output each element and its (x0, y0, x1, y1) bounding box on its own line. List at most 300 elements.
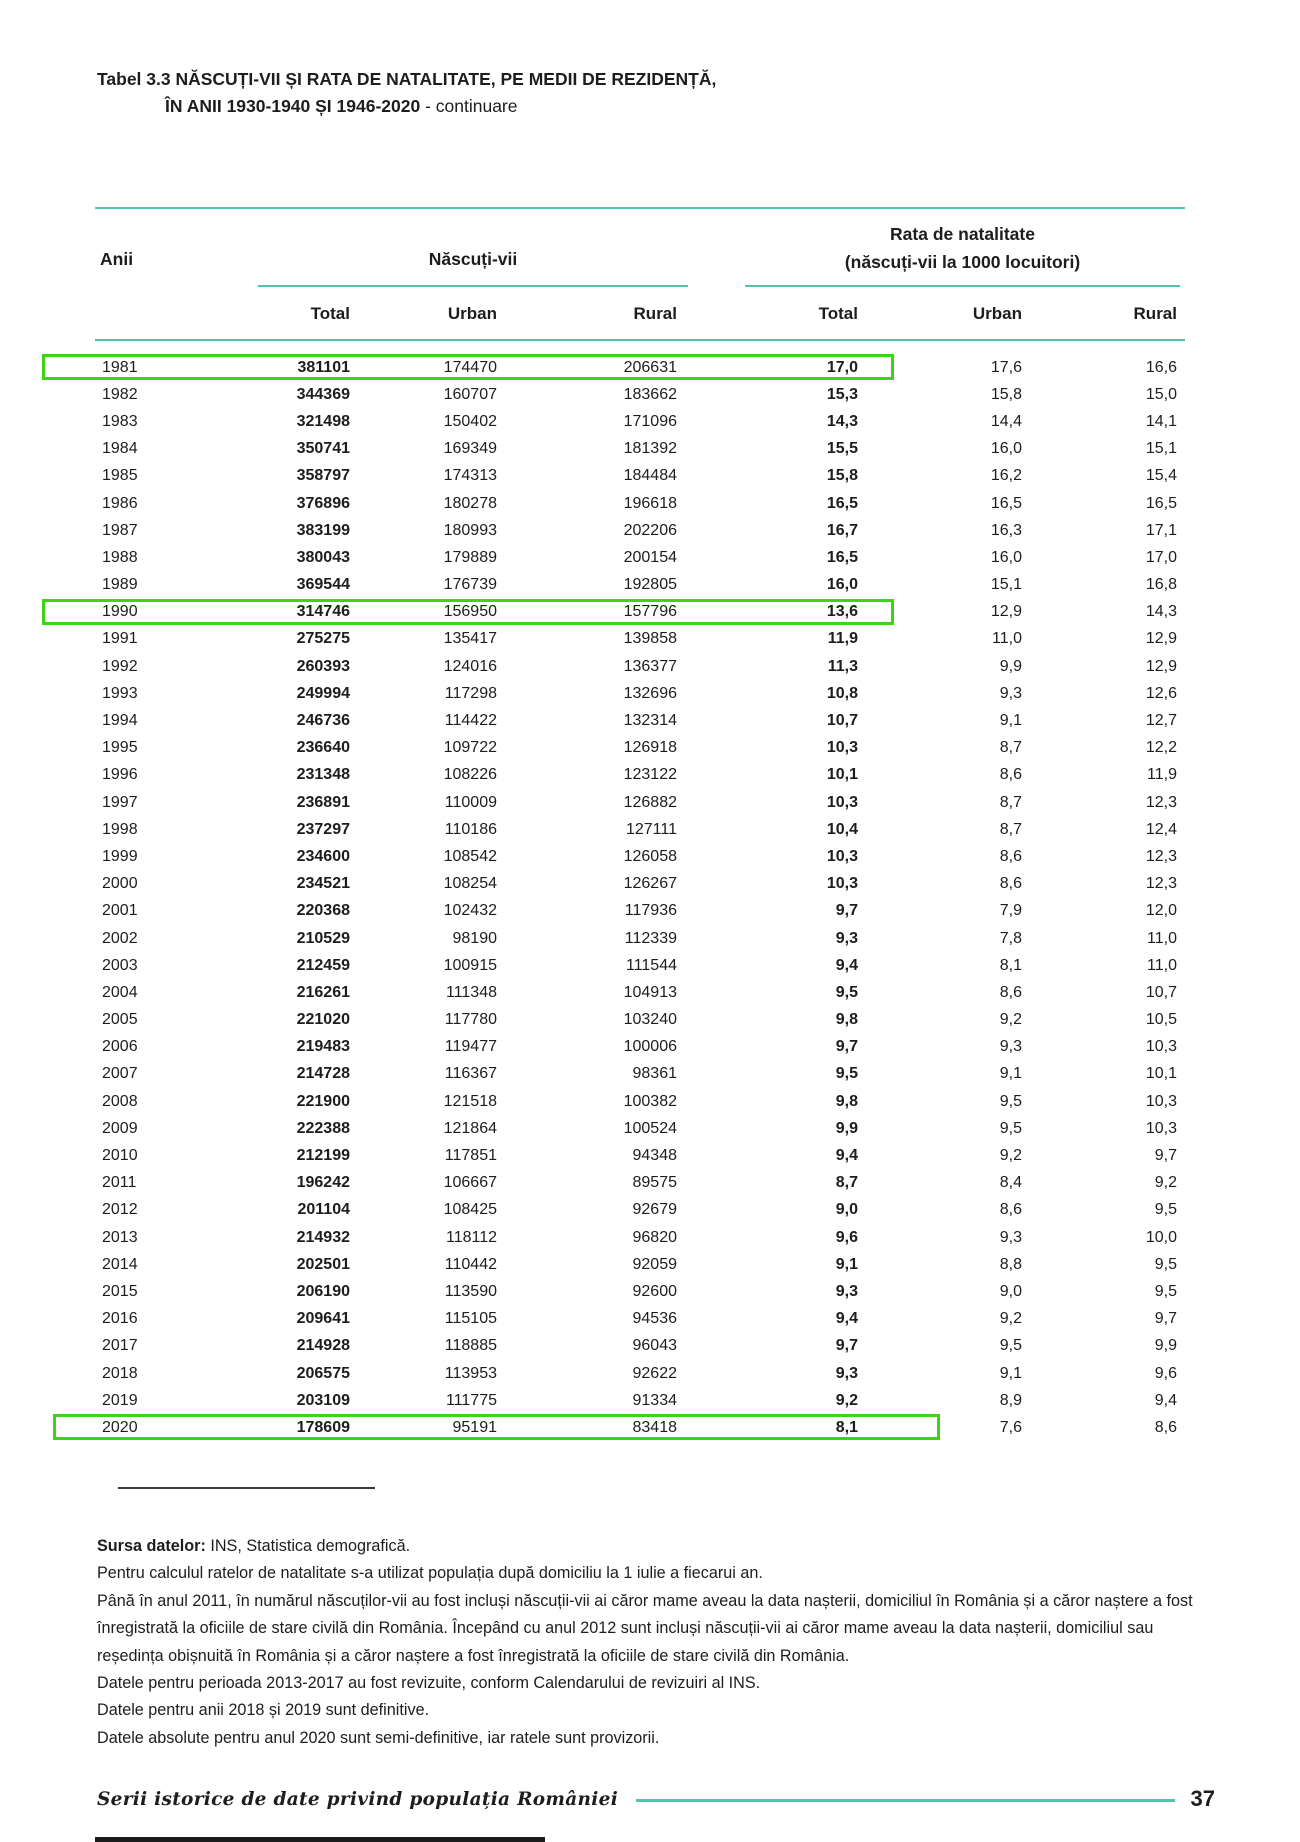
value-cell: 214928 (296, 1337, 350, 1355)
value-cell: 8,1 (835, 1418, 858, 1436)
value-cell: 11,0 (1147, 929, 1177, 947)
value-cell: 234521 (296, 875, 350, 893)
group-header-rata-line1: Rata de natalitate (890, 224, 1035, 244)
year-cell: 2003 (102, 956, 138, 974)
value-cell: 10,3 (826, 847, 858, 865)
value-cell: 17,1 (1145, 521, 1177, 539)
value-cell: 9,2 (835, 1391, 858, 1409)
value-cell: 314746 (296, 603, 350, 621)
value-cell: 9,3 (999, 1228, 1022, 1246)
table-row (95, 1306, 1185, 1333)
value-cell: 14,4 (990, 412, 1022, 430)
value-cell: 111544 (625, 956, 677, 974)
value-cell: 8,7 (835, 1174, 858, 1192)
value-cell: 92059 (632, 1255, 677, 1273)
year-cell: 2009 (102, 1119, 138, 1137)
year-cell: 1989 (102, 576, 138, 594)
value-cell: 15,8 (826, 467, 858, 485)
footnote-source-label: Sursa datelor: (97, 1537, 206, 1555)
footnote-line: Datele pentru perioada 2013-2017 au fost revizuite, conform Calendarului de revizuiri al INS. (97, 1674, 761, 1693)
footnotes (97, 1533, 1215, 1752)
value-cell: 10,4 (826, 820, 858, 838)
table-row (95, 1360, 1185, 1387)
table-row (95, 408, 1185, 435)
year-cell: 2013 (102, 1228, 138, 1246)
year-cell: 2004 (102, 983, 138, 1001)
value-cell: 9,4 (835, 1310, 858, 1328)
column-header-rate-total: Total (818, 304, 858, 323)
table-header (95, 207, 1185, 341)
year-cell: 2011 (102, 1174, 137, 1192)
value-cell: 9,3 (835, 1364, 858, 1382)
page-number: 37 (1190, 1786, 1215, 1811)
value-cell: 118885 (444, 1337, 497, 1355)
value-cell: 11,3 (827, 657, 858, 675)
year-cell: 2014 (102, 1255, 138, 1273)
value-cell: 91334 (632, 1391, 677, 1409)
value-cell: 12,3 (1145, 793, 1177, 811)
value-cell: 116367 (444, 1065, 497, 1083)
value-cell: 236891 (296, 793, 350, 811)
value-cell: 10,3 (1145, 1092, 1177, 1110)
value-cell: 9,6 (1154, 1364, 1177, 1382)
value-cell: 15,1 (990, 576, 1022, 594)
value-cell: 8,1 (999, 956, 1022, 974)
value-cell: 14,3 (1145, 603, 1177, 621)
value-cell: 12,9 (990, 603, 1022, 621)
value-cell: 17,0 (826, 358, 858, 376)
year-cell: 1991 (102, 630, 138, 648)
column-header-anii: Anii (100, 249, 134, 269)
value-cell: 249994 (296, 684, 350, 702)
value-cell: 9,2 (999, 1310, 1022, 1328)
value-cell: 117936 (624, 902, 677, 920)
value-cell: 12,9 (1145, 630, 1177, 648)
table-title-continuare: - continuare (420, 96, 518, 116)
value-cell: 123122 (623, 766, 677, 784)
value-cell: 15,4 (1145, 467, 1177, 485)
column-header-births-urban: Urban (447, 304, 497, 323)
value-cell: 100006 (623, 1038, 677, 1056)
value-cell: 94348 (632, 1147, 677, 1165)
value-cell: 9,3 (835, 1282, 858, 1300)
value-cell: 196618 (623, 494, 677, 512)
value-cell: 7,8 (999, 929, 1022, 947)
value-cell: 12,3 (1145, 847, 1177, 865)
value-cell: 12,6 (1145, 684, 1177, 702)
value-cell: 12,2 (1145, 739, 1177, 757)
teal-rule-top (95, 207, 1185, 209)
table-row (95, 1007, 1185, 1034)
value-cell: 127111 (625, 820, 677, 838)
value-cell: 12,0 (1145, 902, 1177, 920)
series-title: Serii istorice de date privind populația României (97, 1788, 619, 1810)
value-cell: 16,5 (826, 548, 858, 566)
value-cell: 206575 (296, 1364, 350, 1382)
value-cell: 350741 (296, 440, 350, 458)
value-cell: 109722 (443, 739, 497, 757)
group-header-rata-line2: (născuți-vii la 1000 locuitori) (844, 252, 1081, 272)
year-cell: 1993 (102, 684, 138, 702)
value-cell: 16,0 (826, 576, 858, 594)
value-cell: 96043 (632, 1337, 677, 1355)
value-cell: 260393 (296, 657, 350, 675)
value-cell: 16,8 (1145, 576, 1177, 594)
value-cell: 8,6 (1154, 1418, 1177, 1436)
value-cell: 184484 (623, 467, 677, 485)
table-row (95, 680, 1185, 707)
value-cell: 11,9 (827, 630, 858, 648)
table-title-period: ÎN ANII 1930-1940 ȘI 1946-2020 (165, 96, 421, 116)
value-cell: 9,4 (1154, 1391, 1177, 1409)
value-cell: 10,3 (826, 793, 858, 811)
value-cell: 100524 (623, 1119, 677, 1137)
value-cell: 108226 (443, 766, 497, 784)
value-cell: 13,6 (826, 603, 858, 621)
value-cell: 98190 (452, 929, 497, 947)
value-cell: 7,6 (999, 1418, 1022, 1436)
column-header-rate-rural: Rural (1133, 304, 1177, 323)
value-cell: 8,6 (999, 766, 1022, 784)
value-cell: 106667 (443, 1174, 497, 1192)
teal-rule-header-bottom (95, 339, 1185, 341)
value-cell: 95191 (452, 1418, 497, 1436)
value-cell: 376896 (296, 494, 350, 512)
footnote-line: Pentru calculul ratelor de natalitate s-a utilizat populația după domiciliu la 1 iulie a fiecarui an. (97, 1564, 763, 1583)
value-cell: 9,4 (835, 956, 858, 974)
value-cell: 111775 (445, 1391, 497, 1409)
value-cell: 9,1 (999, 1065, 1022, 1083)
value-cell: 16,3 (990, 521, 1022, 539)
table-row (95, 544, 1185, 571)
value-cell: 219483 (296, 1038, 350, 1056)
value-cell: 156950 (443, 603, 497, 621)
page-bottom-edge (95, 1837, 545, 1842)
value-cell: 157796 (623, 603, 677, 621)
year-cell: 2012 (102, 1201, 138, 1219)
value-cell: 126058 (623, 847, 677, 865)
value-cell: 202501 (296, 1255, 350, 1273)
value-cell: 15,3 (826, 385, 858, 403)
table-row (95, 979, 1185, 1006)
table-row (95, 354, 1185, 381)
value-cell: 92679 (632, 1201, 677, 1219)
value-cell: 9,7 (1154, 1310, 1177, 1328)
value-cell: 16,7 (826, 521, 858, 539)
value-cell: 9,5 (1154, 1282, 1177, 1300)
value-cell: 212459 (296, 956, 350, 974)
value-cell: 8,6 (999, 875, 1022, 893)
value-cell: 108425 (443, 1201, 497, 1219)
table-body (95, 341, 1185, 1442)
table-row (95, 735, 1185, 762)
table-title-line2 (97, 93, 716, 120)
year-cell: 2006 (102, 1038, 138, 1056)
value-cell: 10,3 (1145, 1038, 1177, 1056)
footnote-source-text: INS, Statistica demografică. (205, 1537, 411, 1555)
value-cell: 96820 (632, 1228, 677, 1246)
value-cell: 16,5 (826, 494, 858, 512)
year-cell: 1982 (102, 385, 138, 403)
subheader-row (95, 304, 1177, 324)
table-row (95, 1142, 1185, 1169)
value-cell: 114422 (444, 712, 497, 730)
value-cell: 132696 (623, 684, 677, 702)
value-cell: 14,3 (826, 412, 858, 430)
value-cell: 108542 (443, 847, 497, 865)
year-cell: 1981 (102, 358, 138, 376)
table-row (95, 381, 1185, 408)
value-cell: 16,0 (990, 548, 1022, 566)
footnote-line: Datele absolute pentru anul 2020 sunt semi-definitive, iar ratele sunt provizorii. (97, 1728, 660, 1747)
value-cell: 236640 (296, 739, 350, 757)
value-cell: 9,7 (1154, 1147, 1177, 1165)
table-row (95, 463, 1185, 490)
value-cell: 9,8 (835, 1092, 858, 1110)
value-cell: 181392 (623, 440, 677, 458)
footnote-source (97, 1533, 1215, 1560)
value-cell: 17,6 (990, 358, 1022, 376)
value-cell: 9,9 (999, 657, 1022, 675)
value-cell: 212199 (296, 1147, 350, 1165)
value-cell: 8,8 (999, 1255, 1022, 1273)
value-cell: 9,3 (835, 929, 858, 947)
year-cell: 2005 (102, 1011, 138, 1029)
value-cell: 139858 (623, 630, 677, 648)
value-cell: 10,3 (826, 739, 858, 757)
value-cell: 9,3 (999, 684, 1022, 702)
value-cell: 210529 (296, 929, 350, 947)
footnote-line: Până în anul 2011, în numărul născuților-vii au fost incluși născuții-vii ai căror mame aveau la data nașterii, domiciliul în România și a căror naștere a fost înregistrată la oficiile de stare civilă din România. Începând cu anul 2012 sunt incluși născuții-vii ai căror mame aveau la data nașterii, domiciliul sau reședința obișnuită în România și a căror naștere a fost înregistrată la oficiile de stare civilă din România. (97, 1591, 1193, 1665)
value-cell: 10,5 (1145, 1011, 1177, 1029)
value-cell: 110009 (444, 793, 497, 811)
value-cell: 11,9 (1147, 766, 1177, 784)
table-row (95, 517, 1185, 544)
value-cell: 110186 (444, 820, 497, 838)
value-cell: 176739 (443, 576, 497, 594)
year-cell: 1995 (102, 739, 138, 757)
value-cell: 100382 (623, 1092, 677, 1110)
value-cell: 12,4 (1145, 820, 1177, 838)
table-row (95, 1333, 1185, 1360)
table-row (95, 925, 1185, 952)
value-cell: 9,5 (835, 983, 858, 1001)
year-cell: 2016 (102, 1310, 138, 1328)
value-cell: 92600 (632, 1282, 677, 1300)
value-cell: 12,7 (1145, 712, 1177, 730)
table-row (95, 1251, 1185, 1278)
group-header-rata-natalitate (745, 220, 1180, 276)
year-cell: 2017 (102, 1337, 138, 1355)
value-cell: 9,7 (835, 902, 858, 920)
value-cell: 10,8 (826, 684, 858, 702)
value-cell: 222388 (296, 1119, 350, 1137)
year-cell: 2018 (102, 1364, 138, 1382)
value-cell: 89575 (632, 1174, 677, 1192)
table-row (95, 1061, 1185, 1088)
table-row (95, 599, 1185, 626)
value-cell: 126267 (623, 875, 677, 893)
value-cell: 11,0 (992, 630, 1022, 648)
value-cell: 8,9 (999, 1391, 1022, 1409)
value-cell: 169349 (443, 440, 497, 458)
value-cell: 9,8 (835, 1011, 858, 1029)
value-cell: 10,7 (826, 712, 858, 730)
value-cell: 9,5 (999, 1092, 1022, 1110)
value-cell: 124016 (443, 657, 497, 675)
year-cell: 2008 (102, 1092, 138, 1110)
value-cell: 171096 (623, 412, 677, 430)
value-cell: 221020 (296, 1011, 350, 1029)
value-cell: 9,4 (835, 1147, 858, 1165)
value-cell: 126882 (623, 793, 677, 811)
table-row (95, 1088, 1185, 1115)
value-cell: 9,2 (999, 1011, 1022, 1029)
year-cell: 2000 (102, 875, 138, 893)
year-cell: 1983 (102, 412, 138, 430)
year-cell: 1994 (102, 712, 138, 730)
value-cell: 113953 (444, 1364, 497, 1382)
year-cell: 1988 (102, 548, 138, 566)
value-cell: 9,2 (1154, 1174, 1177, 1192)
value-cell: 104913 (623, 983, 677, 1001)
value-cell: 16,5 (1145, 494, 1177, 512)
value-cell: 113590 (444, 1282, 497, 1300)
year-cell: 1985 (102, 467, 138, 485)
value-cell: 102432 (443, 902, 497, 920)
value-cell: 94536 (632, 1310, 677, 1328)
value-cell: 201104 (297, 1201, 350, 1219)
value-cell: 180993 (443, 521, 497, 539)
year-cell: 1992 (102, 657, 138, 675)
table-row (95, 1170, 1185, 1197)
value-cell: 10,1 (1145, 1065, 1177, 1083)
table-row (95, 490, 1185, 517)
value-cell: 121518 (443, 1092, 497, 1110)
year-cell: 2010 (102, 1147, 138, 1165)
value-cell: 15,8 (990, 385, 1022, 403)
value-cell: 126918 (623, 739, 677, 757)
value-cell: 9,5 (1154, 1255, 1177, 1273)
value-cell: 103240 (623, 1011, 677, 1029)
year-cell: 2020 (102, 1418, 138, 1436)
value-cell: 183662 (623, 385, 677, 403)
value-cell: 9,7 (835, 1038, 858, 1056)
value-cell: 108254 (443, 875, 497, 893)
footnote-separator-line (118, 1487, 375, 1489)
value-cell: 9,9 (1154, 1337, 1177, 1355)
value-cell: 16,2 (990, 467, 1022, 485)
value-cell: 8,6 (999, 983, 1022, 1001)
table-row (95, 1197, 1185, 1224)
table-row (95, 1224, 1185, 1251)
value-cell: 321498 (296, 412, 350, 430)
value-cell: 234600 (296, 847, 350, 865)
value-cell: 9,3 (999, 1038, 1022, 1056)
value-cell: 14,1 (1145, 412, 1177, 430)
year-cell: 1999 (102, 847, 138, 865)
value-cell: 9,9 (835, 1119, 858, 1137)
value-cell: 344369 (296, 385, 350, 403)
year-cell: 1987 (102, 521, 138, 539)
value-cell: 221900 (296, 1092, 350, 1110)
value-cell: 214728 (296, 1065, 350, 1083)
value-cell: 174470 (443, 358, 497, 376)
value-cell: 196242 (296, 1174, 350, 1192)
value-cell: 17,0 (1145, 548, 1177, 566)
table-row (95, 436, 1185, 463)
table-row (95, 816, 1185, 843)
subheader-spacer (95, 304, 180, 324)
column-header-rate-urban: Urban (972, 304, 1022, 323)
value-cell: 118112 (445, 1228, 497, 1246)
table-row (95, 762, 1185, 789)
group-header-nascuti-vii: Născuți-vii (428, 249, 518, 269)
table-row (95, 626, 1185, 653)
value-cell: 110442 (444, 1255, 497, 1273)
value-cell: 160707 (443, 385, 497, 403)
table-row (95, 843, 1185, 870)
value-cell: 92622 (632, 1364, 677, 1382)
footer-teal-rule (636, 1799, 1174, 1802)
value-cell: 100915 (443, 956, 497, 974)
page-footer (97, 1786, 1215, 1812)
value-cell: 12,3 (1145, 875, 1177, 893)
value-cell: 9,1 (999, 712, 1022, 730)
table-row (95, 653, 1185, 680)
teal-rule-group-rata (745, 285, 1180, 287)
value-cell: 179889 (443, 548, 497, 566)
value-cell: 8,7 (999, 820, 1022, 838)
table-row (95, 871, 1185, 898)
table-row (95, 572, 1185, 599)
year-cell: 2001 (102, 902, 138, 920)
value-cell: 10,1 (826, 766, 858, 784)
value-cell: 111348 (445, 983, 497, 1001)
value-cell: 237297 (296, 820, 350, 838)
value-cell: 135417 (443, 630, 497, 648)
value-cell: 206631 (623, 358, 677, 376)
value-cell: 11,0 (1147, 956, 1177, 974)
value-cell: 8,6 (999, 847, 1022, 865)
value-cell: 9,5 (835, 1065, 858, 1083)
value-cell: 98361 (632, 1065, 677, 1083)
table-title (97, 66, 716, 120)
value-cell: 369544 (296, 576, 350, 594)
table-row (95, 1034, 1185, 1061)
value-cell: 275275 (296, 630, 350, 648)
value-cell: 9,1 (999, 1364, 1022, 1382)
value-cell: 216261 (296, 983, 350, 1001)
value-cell: 121864 (443, 1119, 497, 1137)
value-cell: 16,0 (990, 440, 1022, 458)
year-cell: 1998 (102, 820, 138, 838)
value-cell: 136377 (623, 657, 677, 675)
value-cell: 8,4 (999, 1174, 1022, 1192)
value-cell: 9,5 (1154, 1201, 1177, 1219)
value-cell: 83418 (632, 1418, 677, 1436)
table-row (95, 952, 1185, 979)
value-cell: 209641 (296, 1310, 350, 1328)
table-row (95, 1387, 1185, 1414)
table-row (95, 789, 1185, 816)
value-cell: 7,9 (999, 902, 1022, 920)
value-cell: 9,5 (999, 1337, 1022, 1355)
year-cell: 2007 (102, 1065, 138, 1083)
value-cell: 8,6 (999, 1201, 1022, 1219)
value-cell: 132314 (623, 712, 677, 730)
value-cell: 10,3 (1145, 1119, 1177, 1137)
